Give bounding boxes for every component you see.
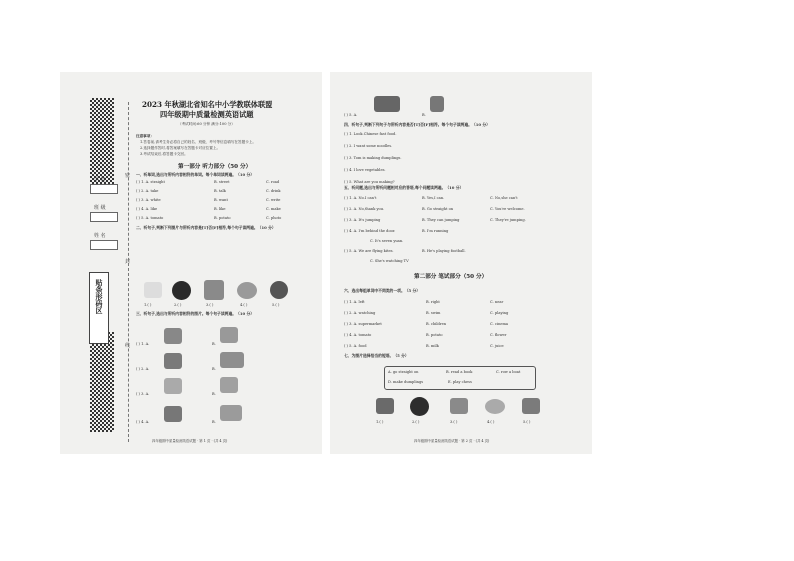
option-c: C. playing	[490, 311, 509, 315]
class-label: 班 级	[94, 205, 106, 211]
option-c: C. It's seven yuan.	[370, 239, 404, 243]
kite-picture	[220, 405, 242, 421]
option-a: ( ) 1. A. No.I can't	[344, 196, 377, 200]
option-b: B.	[212, 420, 216, 424]
option-c: C. drink	[266, 189, 281, 193]
sec6-title: 六、选出每组单词中不同类的一项。（5 分）	[344, 288, 421, 293]
judge-row: ( ) 2. I want some noodles.	[344, 144, 393, 148]
sec4-title: 四、听句子,判断下列句子与所听内容是否[T]否[F]相符。每个句子读两遍。（10 分）	[344, 122, 490, 127]
notes-heading: 注意事项：	[136, 134, 154, 138]
answer-blank[interactable]: 5.( )	[272, 303, 280, 307]
drink-picture	[164, 406, 182, 422]
kid-picture	[376, 398, 394, 414]
option-b: B.	[422, 113, 426, 117]
question-row: ( ) 4. A.	[136, 420, 150, 424]
option-b: B. potato	[214, 216, 231, 220]
option-b: B. right	[426, 300, 440, 304]
option-b: B. milk	[426, 344, 439, 348]
answer-blank[interactable]: 2.( )	[412, 420, 420, 424]
answer-blank[interactable]: 5.( )	[523, 420, 531, 424]
sec3-title: 三、听句子,选出与所听内容相符的图片。每个句子读两遍。（10 分）	[136, 311, 255, 316]
option-b: B. children	[426, 322, 447, 326]
judge-row: ( ) 3. Tom is making dumplings.	[344, 156, 402, 160]
option-a: ( ) 3. A. white	[136, 198, 161, 202]
option-b: B. They can jumping	[422, 218, 460, 222]
option-c: C. No,she can't	[490, 196, 518, 200]
option-b: B. Yes,I can.	[422, 196, 445, 200]
question-row: ( ) 3. A.	[136, 392, 150, 396]
fruit-picture	[270, 281, 288, 299]
option-c: C. photo	[266, 216, 282, 220]
option-b: B. I'm running	[422, 229, 449, 233]
barcode-area	[89, 272, 109, 344]
answer-blank[interactable]: 1.( )	[376, 420, 384, 424]
option-a: ( ) 5. A. tomato	[136, 216, 164, 220]
exam-page-2	[330, 72, 592, 454]
answer-blank[interactable]: 3.( )	[206, 303, 214, 307]
decorative-pattern	[90, 98, 114, 188]
question-row: ( ) 1. A.	[136, 342, 150, 346]
phrase-option: C. row a boat	[496, 370, 521, 374]
answer-blank[interactable]: 2.( )	[174, 303, 182, 307]
dumplings-picture	[485, 399, 505, 414]
option-c: C. write	[266, 198, 281, 202]
option-a: ( ) 2. A. take	[136, 189, 159, 193]
part2-title: 第二部分 笔试部分（50 分）	[414, 274, 488, 280]
option-c: C. juice	[490, 344, 504, 348]
dancer-picture	[144, 282, 162, 298]
option-c: C. They're jumping.	[490, 218, 526, 222]
barcode-label: 贴条形码区	[95, 279, 104, 314]
page-footer: 四年级期中质量检测英语试题 · 第 1 页 · (共 4 页)	[152, 439, 228, 443]
phrase-option: D. make dumplings	[388, 380, 424, 384]
option-a: ( ) 4. A. tomato	[344, 333, 372, 337]
seal-char: 线	[125, 343, 131, 349]
sec2-title: 二、听句子,判断下列图片与所听内容是[T]否[F]相符,每个句子读两遍。（10 分）	[136, 225, 276, 230]
option-b: B.	[212, 367, 216, 371]
duck-picture	[164, 378, 182, 394]
boy-picture	[430, 96, 444, 112]
name-field[interactable]	[90, 240, 118, 250]
option-a: ( ) 3. A. supermarket	[344, 322, 382, 326]
option-a: ( ) 5. A. We are flying kites.	[344, 249, 394, 253]
option-c: C. near	[490, 300, 504, 304]
chess-picture	[522, 398, 540, 414]
option-b: B. like	[214, 207, 226, 211]
option-b: B. He's playing football.	[422, 249, 466, 253]
street-picture	[204, 280, 224, 300]
dog-picture	[220, 327, 238, 343]
seal-char: 封	[125, 259, 131, 265]
answer-blank[interactable]: 4.( )	[240, 303, 248, 307]
seal-char: 密	[125, 173, 131, 179]
option-a: ( ) 3. A. It's jumping	[344, 218, 381, 222]
question-row: ( ) 5. A.	[344, 113, 358, 117]
kid-picture	[220, 377, 238, 393]
judge-row: ( ) 4. I love vegetables.	[344, 168, 386, 172]
option-a: ( ) 1. A. left	[344, 300, 365, 304]
name-label: 姓 名	[94, 233, 106, 239]
phrase-option: E. play chess	[448, 380, 472, 384]
building-picture	[220, 352, 244, 368]
option-a: ( ) 5. A. food	[344, 344, 367, 348]
sec5-title: 五、听问题,选出与所听问题相对应的答语,每个问题读两遍。（10 分）	[344, 185, 464, 190]
sec1-title: 一、听单词,选出与所听内容相符的单词。每个单词读两遍。（10 分）	[136, 172, 255, 177]
note-item: 2.选择题作答时,将答案填写在答题卡对应位置上。	[140, 146, 221, 150]
option-b: B. want	[214, 198, 228, 202]
option-c: C. You're welcome.	[490, 207, 525, 211]
turn-sign-picture	[172, 281, 191, 300]
option-b: B. potato	[426, 333, 443, 337]
option-b: B. Go straight on	[422, 207, 454, 211]
page-footer: 四年级期中质量检测英语试题 · 第 2 页 · (共 4 页)	[414, 439, 490, 443]
sec1-row	[136, 180, 165, 185]
school-field[interactable]	[90, 184, 118, 194]
note-item: 1.答卷前,请考生务必将自己的姓名、班级、考号等信息填写在答题卡上。	[140, 140, 256, 144]
kid-picture	[164, 328, 182, 344]
option-a: ( ) 1. A. straight	[136, 180, 165, 184]
option-b: B. swim	[426, 311, 441, 315]
exam-title-line1: 2023 年秋湖北省知名中小学教联体联盟	[142, 100, 273, 109]
option-c: C. She's watching TV	[370, 259, 409, 263]
noodles-picture	[237, 282, 257, 299]
answer-blank[interactable]: 1.( )	[144, 303, 152, 307]
class-field[interactable]	[90, 212, 118, 222]
exam-info: （考试时间:60 分钟 满分:100 分）	[178, 122, 235, 126]
option-a: ( ) 4. A. like	[136, 207, 158, 211]
sec7-title: 七、为图片选择恰当的短语。（5 分）	[344, 353, 409, 358]
exam-page-1	[60, 72, 322, 454]
option-a: ( ) 2. A. No,thank you.	[344, 207, 385, 211]
option-b: B. talk	[214, 189, 226, 193]
phrase-option: B. read a book	[446, 370, 473, 374]
school-label: 学 校	[94, 177, 106, 183]
judge-row: ( ) 5. What are you making?	[344, 180, 395, 184]
straight-sign-picture	[410, 397, 429, 416]
option-c: C. make	[266, 207, 281, 211]
answer-blank[interactable]: 3.( )	[450, 420, 458, 424]
reader-picture	[450, 398, 468, 414]
boy-picture	[164, 353, 182, 369]
phrase-option: A. go straight on	[388, 370, 419, 374]
boat-picture	[374, 96, 400, 112]
option-c: C. road	[266, 180, 280, 184]
option-b: B.	[212, 392, 216, 396]
option-a: ( ) 2. A. watching	[344, 311, 376, 315]
option-b: B.	[212, 342, 216, 346]
option-b: B. street	[214, 180, 230, 184]
part1-title: 第一部分 听力部分（50 分）	[178, 164, 252, 170]
option-a: ( ) 4. A. I'm behind the door.	[344, 229, 396, 233]
decorative-pattern	[90, 332, 114, 432]
seal-line	[128, 102, 129, 442]
note-item: 3.考试结束后,将答题卡交回。	[140, 152, 188, 156]
option-c: C. cinema	[490, 322, 509, 326]
question-row: ( ) 2. A.	[136, 367, 150, 371]
judge-row: ( ) 1. Look.Chinese fast food.	[344, 132, 397, 136]
exam-title-line2: 四年级期中质量检测英语试题	[160, 110, 254, 119]
option-c: C. flower	[490, 333, 507, 337]
answer-blank[interactable]: 4.( )	[487, 420, 495, 424]
